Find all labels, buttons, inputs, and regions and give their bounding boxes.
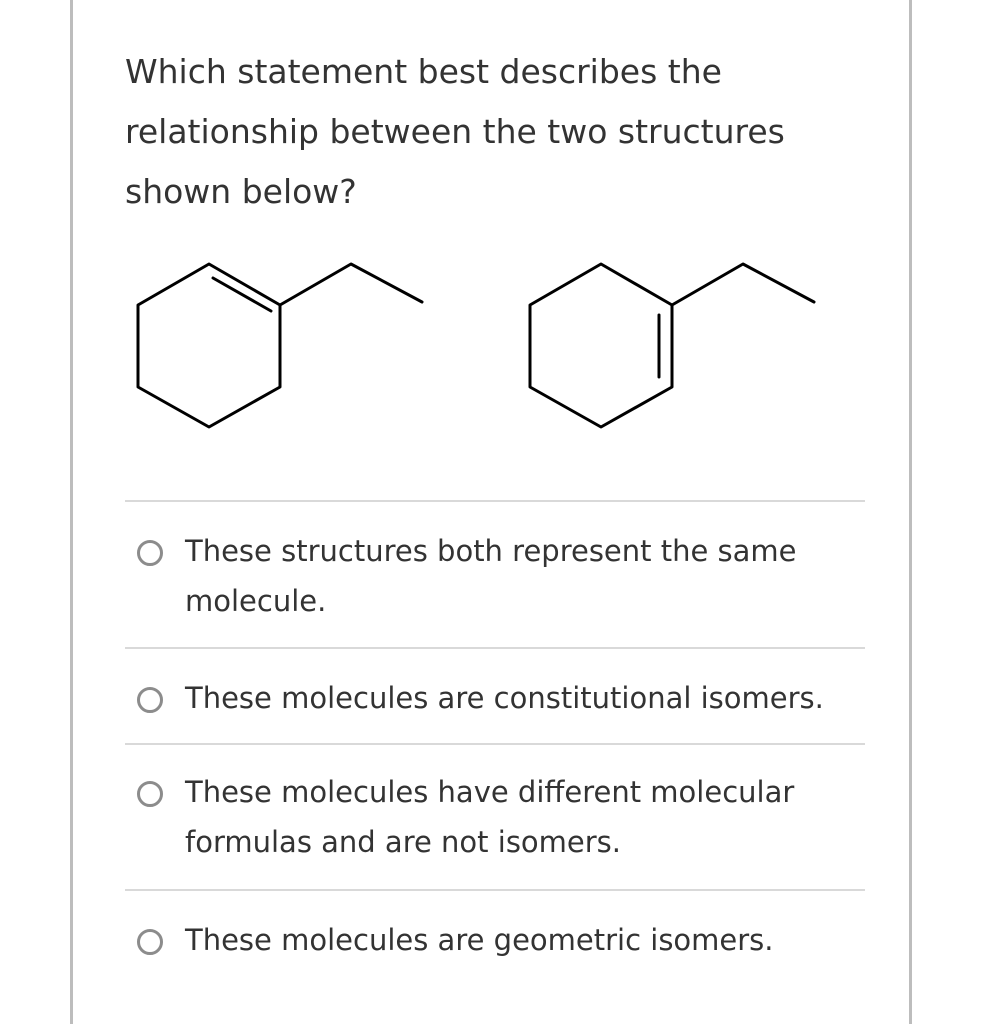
question-text: Which statement best describes the relationship between the two structures shown below?	[125, 52, 785, 211]
cyclohexene-ring-left	[138, 264, 280, 427]
structure-left	[138, 264, 422, 427]
answer-option-4[interactable]	[125, 891, 865, 1001]
answer-option-2[interactable]	[125, 649, 865, 743]
ethyl-chain-left	[280, 264, 422, 305]
radio-button-icon[interactable]	[137, 687, 163, 713]
radio-button-icon[interactable]	[137, 781, 163, 807]
answer-option-label: These molecules have different molecular formulas and are not isomers.	[185, 775, 795, 859]
answer-option-1[interactable]	[125, 502, 865, 647]
structure-right	[530, 264, 814, 427]
answer-option-label: These molecules are geometric isomers.	[185, 923, 774, 957]
radio-button-icon[interactable]	[137, 929, 163, 955]
molecule-structures	[73, 240, 915, 450]
answer-options	[125, 500, 865, 1001]
question-card	[70, 0, 912, 1024]
answer-option-label: These molecules are constitutional isomers.	[185, 681, 824, 715]
ethyl-chain-right	[672, 264, 814, 305]
radio-button-icon[interactable]	[137, 540, 163, 566]
cyclohexene-ring-right	[530, 264, 672, 427]
answer-option-label: These structures both represent the same molecule.	[185, 534, 797, 618]
answer-option-3[interactable]	[125, 745, 865, 889]
